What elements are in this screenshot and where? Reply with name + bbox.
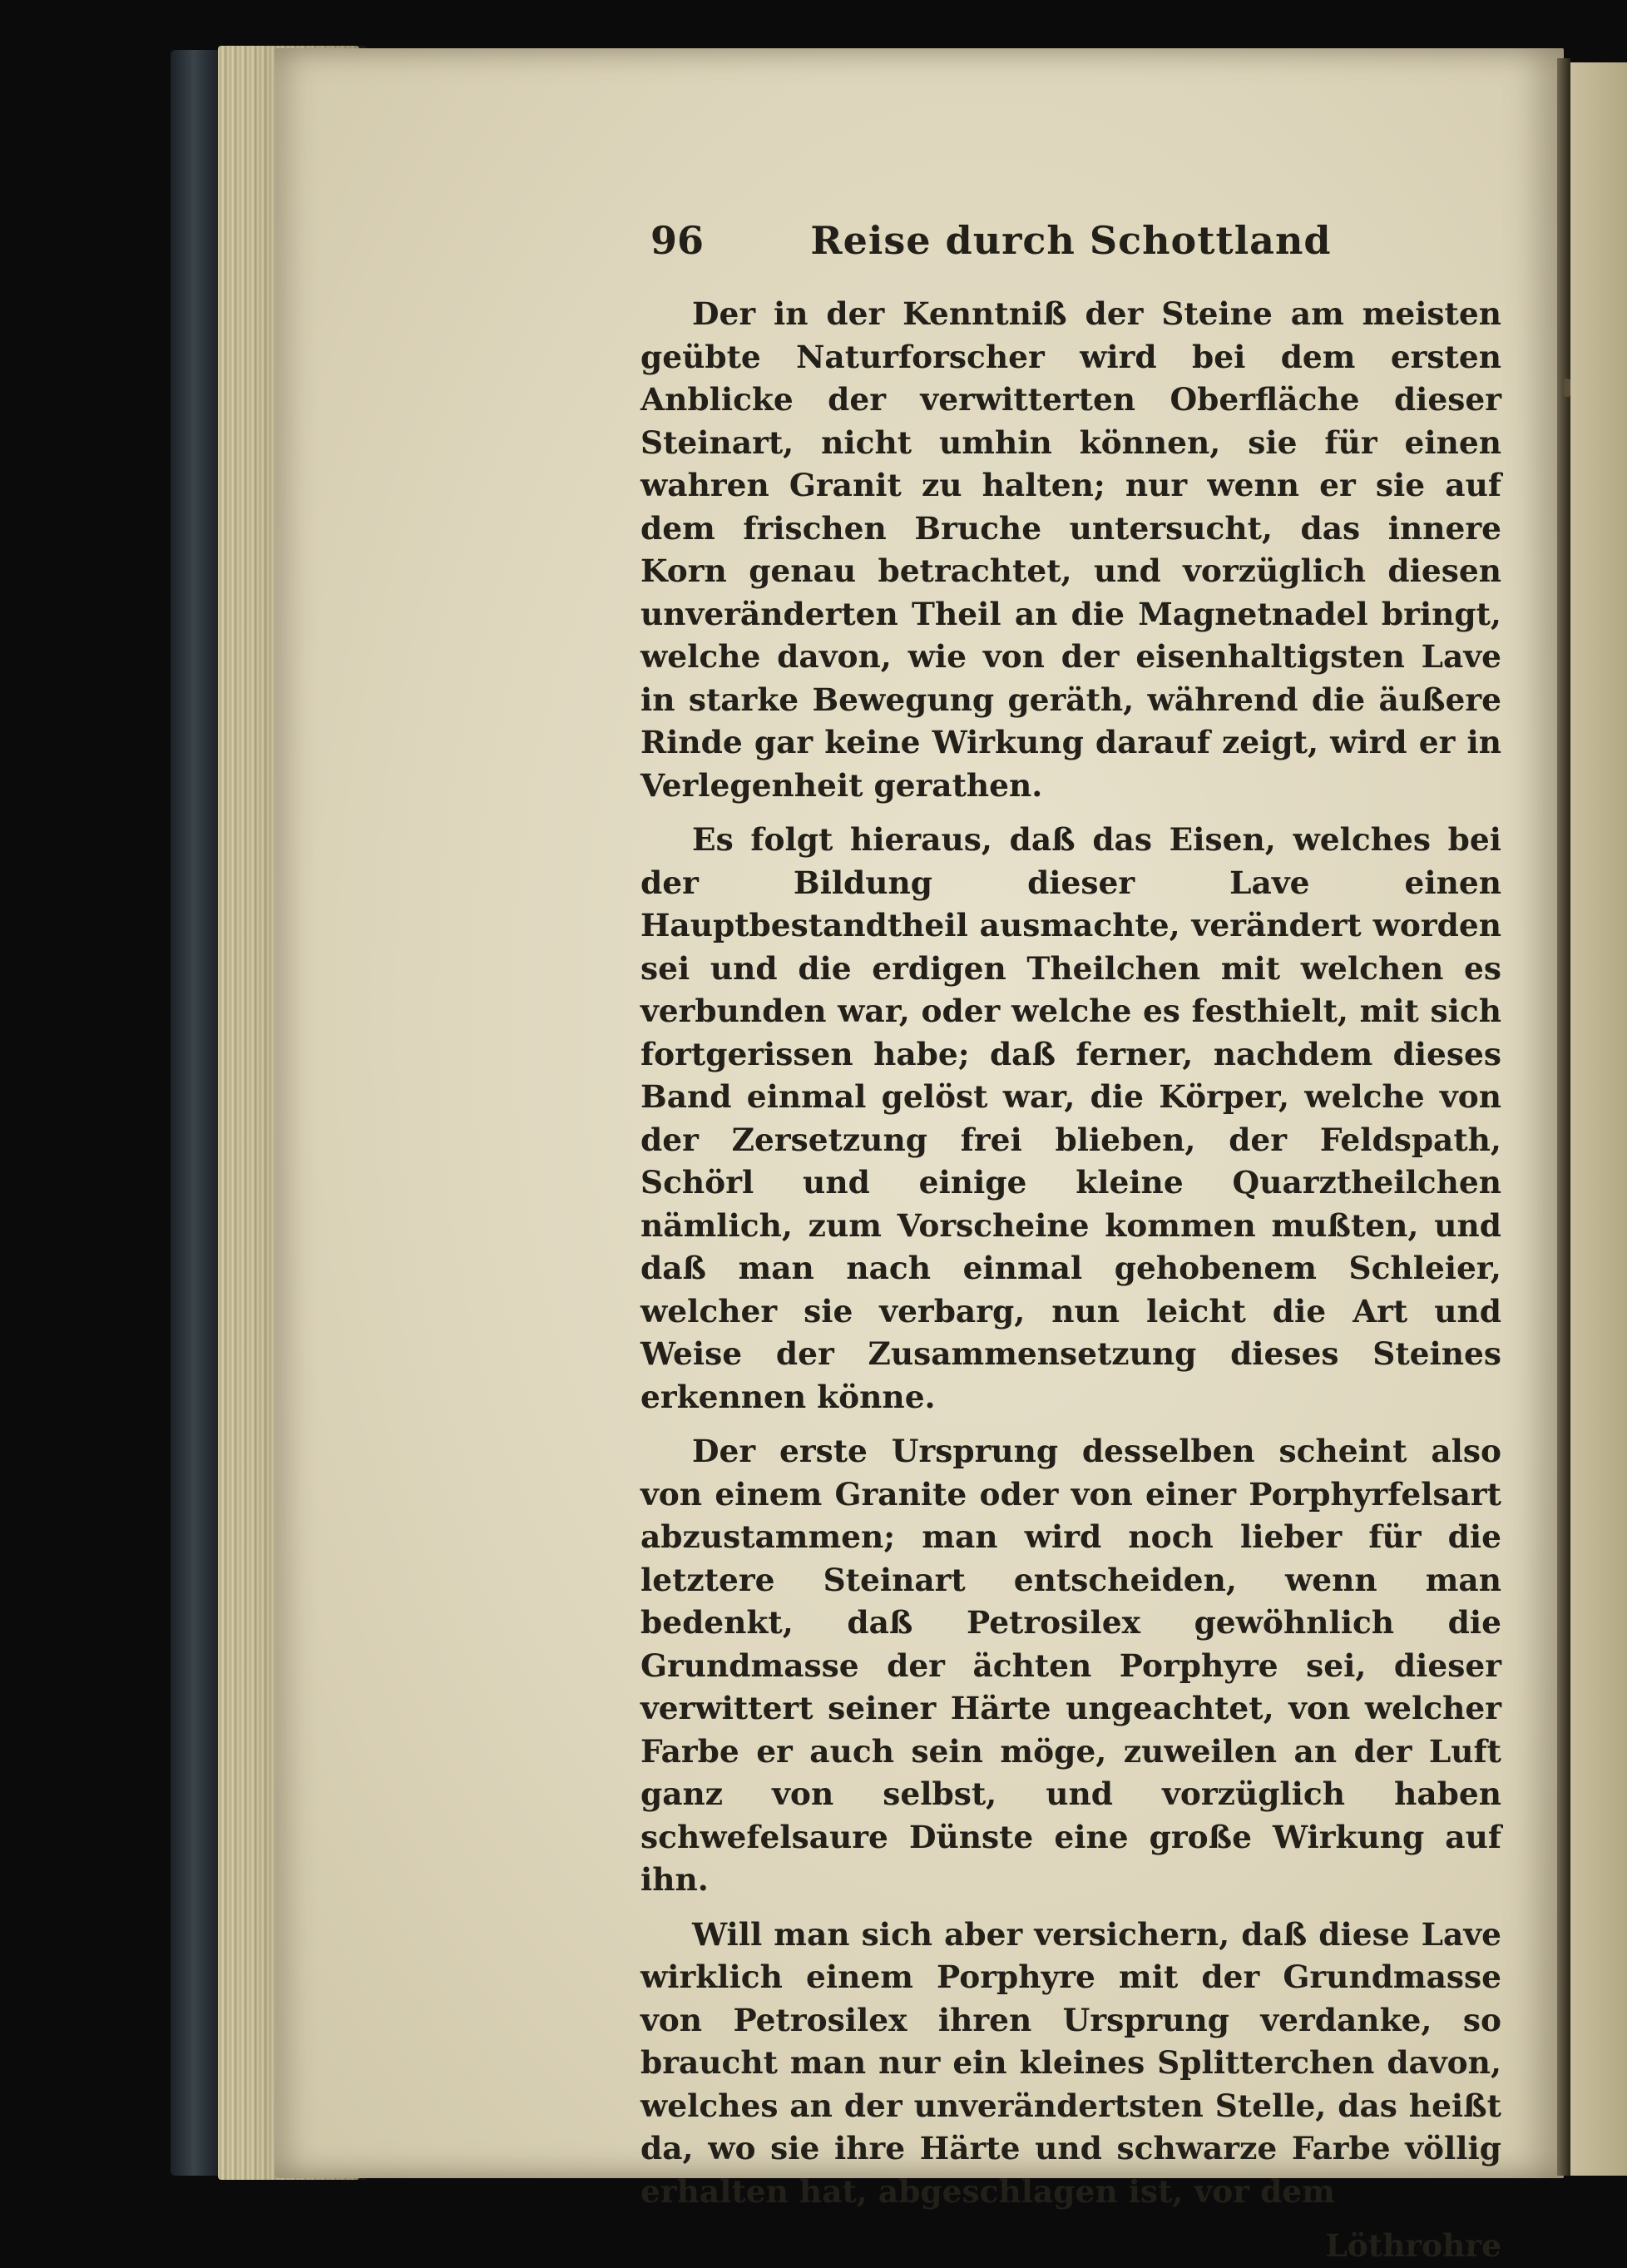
book-gutter <box>1557 58 1570 2176</box>
page-text-block <box>640 218 1501 2268</box>
paragraph: Der in der Kenntniß der Steine am meisten geübte Naturforscher wird bei dem ersten Anblicke der verwitterten Oberfläche dieser Steinart, nicht umhin können, sie für einen wahren Granit zu halten; nur wenn er sie auf dem frischen Bruche untersucht, das innere Korn genau betrachtet, und vorzüglich diesen unveränderten Theil an die Magnetnadel bringt, welche davon, wie von der eisenhaltigsten Lave in starke Bewegung geräth, während die äußere Rinde gar keine Wirkung darauf zeigt, wird er in Verlegenheit gerathen. <box>640 295 1501 804</box>
facing-page-mark <box>1564 379 1570 397</box>
facing-page-edge <box>1570 62 1627 2176</box>
paragraph: Der erste Ursprung desselben scheint also von einem Granite oder von einer Porphyrfelsart abzustammen; man wird noch lieber für die letztere Steinart entscheiden, wenn man bedenkt, daß Petrosilex gewöhnlich die Grundmasse der ächten Porphyre sei, dieser verwittert seiner Härte ungeachtet, von welcher Farbe er auch sein möge, zuweilen an der Luft ganz von selbst, und vorzüglich haben schwefelsaure Dünste eine große Wirkung auf ihn. <box>640 1433 1501 1898</box>
running-title: Reise durch Schottland <box>810 218 1332 263</box>
page-number: 96 <box>650 218 705 263</box>
catchword: Löthrohre <box>1325 2227 1501 2264</box>
paragraph: Will man sich aber versichern, daß diese Lave wirklich einem Porphyre mit der Grundmasse von Petrosilex ihren Ursprung verdanke, so braucht man nur ein kleines Splitterchen davon, welches an der unverändertsten Stelle, das heißt da, wo sie ihre Härte und schwarze Farbe völlig erhalten hat, abgeschlagen ist, vor dem <box>640 1915 1501 2210</box>
paragraph: Es folgt hieraus, daß das Eisen, welches bei der Bildung dieser Lave einen Hauptbestandtheil ausmachte, verändert worden sei und die erdigen Theilchen mit welchen es verbunden war, oder welche es festhielt, mit sich fortgerissen habe; daß ferner, nachdem dieses Band einmal gelöst war, die Körper, welche von der Zersetzung frei blieben, der Feldspath, Schörl und einige kleine Quarztheilchen nämlich, zum Vorscheine kommen mußten, und daß man nach einmal gehobenem Schleier, welcher sie verbarg, nun leicht die Art und Weise der Zusammensetzung dieses Steines erkennen könne. <box>640 821 1501 1415</box>
running-head <box>640 218 1501 276</box>
